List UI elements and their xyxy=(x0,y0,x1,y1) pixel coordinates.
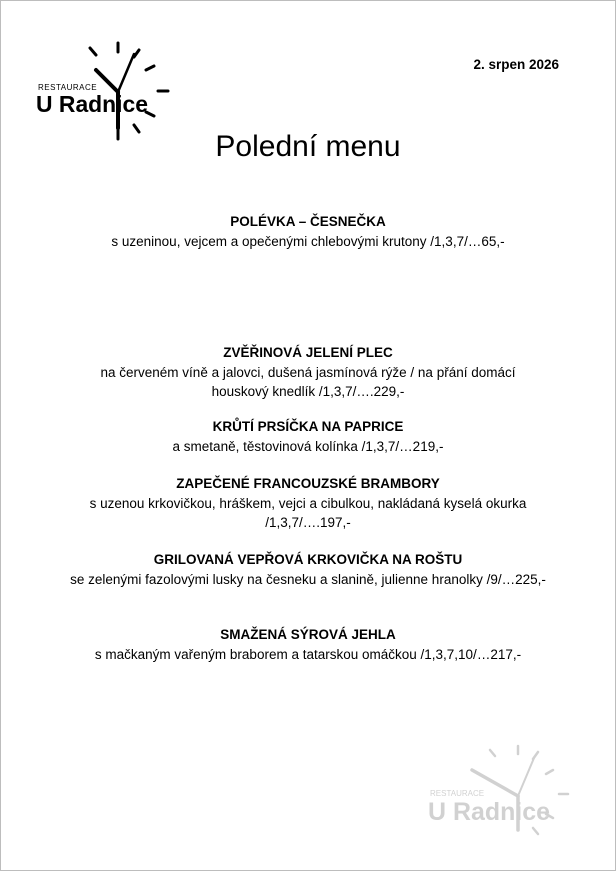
watermark-small-text: RESTAURACE xyxy=(430,789,485,798)
menu-item-pork xyxy=(60,551,556,589)
page-title: Polední menu xyxy=(215,130,401,163)
menu-item-name: GRILOVANÁ VEPŘOVÁ KRKOVIČKA NA ROŠTU xyxy=(153,552,463,567)
menu-item-soup xyxy=(60,213,556,251)
menu-item-name: KRŮTÍ PRSÍČKA NA PAPRICE xyxy=(212,419,404,434)
menu-item-description: na červeném víně a jalovci, dušená jasmínová rýže / na přání domácí houskový knedlík /1,3,7/….229,- xyxy=(100,365,516,399)
logo-name-text: U Radnice xyxy=(36,91,148,117)
menu-item-cheese xyxy=(60,626,556,664)
menu-item-description: s uzenou krkovičkou, hráškem, vejci a cibulkou, nakládaná kyselá okurka /1,3,7/….197,- xyxy=(89,496,527,530)
watermark-name-text: U Radnice xyxy=(428,798,551,826)
menu-item-name: ZVĚŘINOVÁ JELENÍ PLEC xyxy=(223,345,393,360)
menu-item-description: a smetaně, těstovinová kolínka /1,3,7/…219,- xyxy=(172,439,444,454)
menu-item-description: s mačkaným vařeným braborem a tatarskou omáčkou /1,3,7,10/…217,- xyxy=(94,647,522,662)
logo-small-text: RESTAURACE xyxy=(38,83,98,92)
menu-item-potatoes xyxy=(60,475,556,532)
menu-item-name: POLÉVKA – ČESNEČKA xyxy=(230,214,386,229)
menu-item-description: se zelenými fazolovými lusky na česneku a slanině, julienne hranolky /9/…225,- xyxy=(70,572,546,587)
watermark-logo xyxy=(420,740,580,840)
clock-watermark-icon xyxy=(420,740,580,840)
menu-item-description: s uzeninou, vejcem a opečenými chlebovými krutony /1,3,7/…65,- xyxy=(111,234,505,249)
menu-item-name: SMAŽENÁ SÝROVÁ JEHLA xyxy=(220,627,396,642)
menu-item-turkey xyxy=(60,418,556,456)
menu-date: 2. srpen 2026 xyxy=(473,57,559,72)
menu-item-name: ZAPEČENÉ FRANCOUZSKÉ BRAMBORY xyxy=(176,476,440,491)
menu-item-venison xyxy=(80,344,536,401)
